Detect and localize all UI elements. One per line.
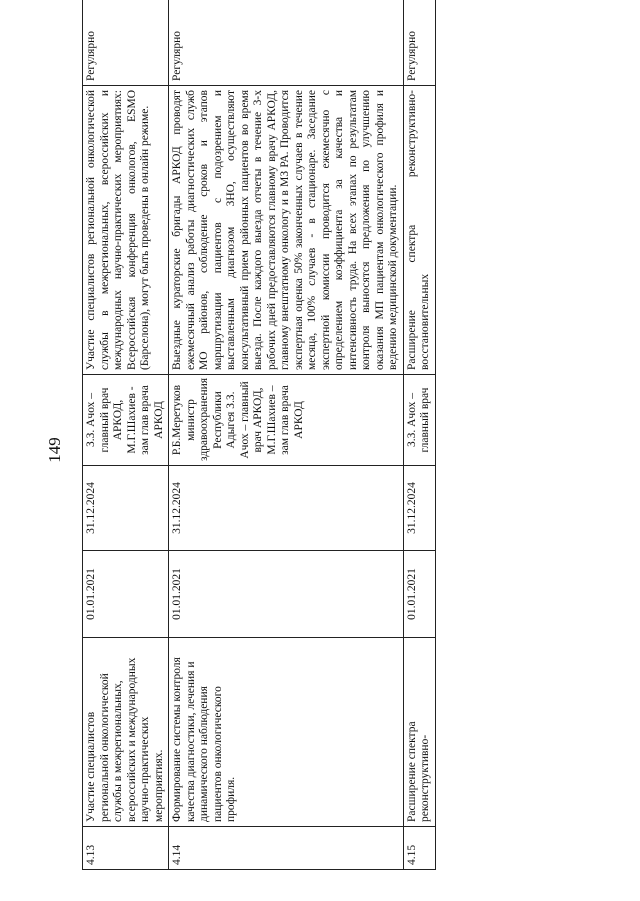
rotated-table-page [82,31,622,870]
end-date: 31.12.2024 [83,466,169,551]
task-cell: Расширение спектра реконструктивно- [403,638,435,827]
row-number: 4.13 [83,827,169,870]
table-row [169,0,404,870]
start-date: 01.01.2021 [403,551,435,638]
period-cell: Регулярно [83,0,169,86]
end-date: 31.12.2024 [169,466,404,551]
task-cell: Участие специалистов региональной онкологической службы в межрегиональных, всероссийских и международных научно-практических мероприятиях. [83,638,169,827]
description-cell: Участие специалистов региональной онкологической службы в межрегиональных, всероссийских и международных научно-практических мероприятиях: Всероссийская конференция онкологов, ESMO (Барселона), могут быть проведены в онлайн режиме. [83,86,169,375]
description-cell: Расширение спектра реконструктивно-восстановительных [403,86,435,375]
period-cell: Регулярно [403,0,435,86]
row-number: 4.14 [169,827,404,870]
responsible-cell: З.З. Ачох – главный врач [403,375,435,466]
responsible-cell: З.З. Ачох – главный врач АРКОД, М.Г.Шахиев - зам глав врача АРКОД [83,375,169,466]
page-number: 149 [44,437,64,463]
plan-table [82,0,436,870]
end-date: 31.12.2024 [403,466,435,551]
task-cell: Формирование системы контроля качества диагностики, лечения и динамического наблюдения пациентов онкологического профиля. [169,638,404,827]
start-date: 01.01.2021 [83,551,169,638]
start-date: 01.01.2021 [169,551,404,638]
table-row [403,0,435,870]
table-row [83,0,169,870]
period-cell: Регулярно [169,0,404,86]
responsible-cell: Р.Б.Меретуков министр здравоохранения Республики Адыгея З.З. Ачох – главный врач АРКОД, М.Г.Шахиев – зам глав врача АРКОД [169,375,404,466]
description-cell: Выездные кураторские бригады АРКОД проводят ежемесячный анализ работы диагностических служб МО районов, соблюдение сроков и этапов маршрутизации пациентов с подозрением и выставленным диагнозом ЗНО, осуществляют консультативный прием районных пациентов во время выезда. После каждого выезда отчеты в течение 3-х рабочих дней предоставляются главному врачу АРКОД, главному внештатному онкологу и в МЗ РА. Проводится экспертная оценка 50% законченных случаев в течение месяца, 100% случаев - в стационаре. Заседание экспертной комиссии проводится ежемесячно с определением коэффициента за качества и интенсивность труда. На всех этапах по результатам контроля выносятся предложения по улучшению оказания МП пациентам онкологического профиля и ведению медицинской документации. [169,86,404,375]
row-number: 4.15 [403,827,435,870]
